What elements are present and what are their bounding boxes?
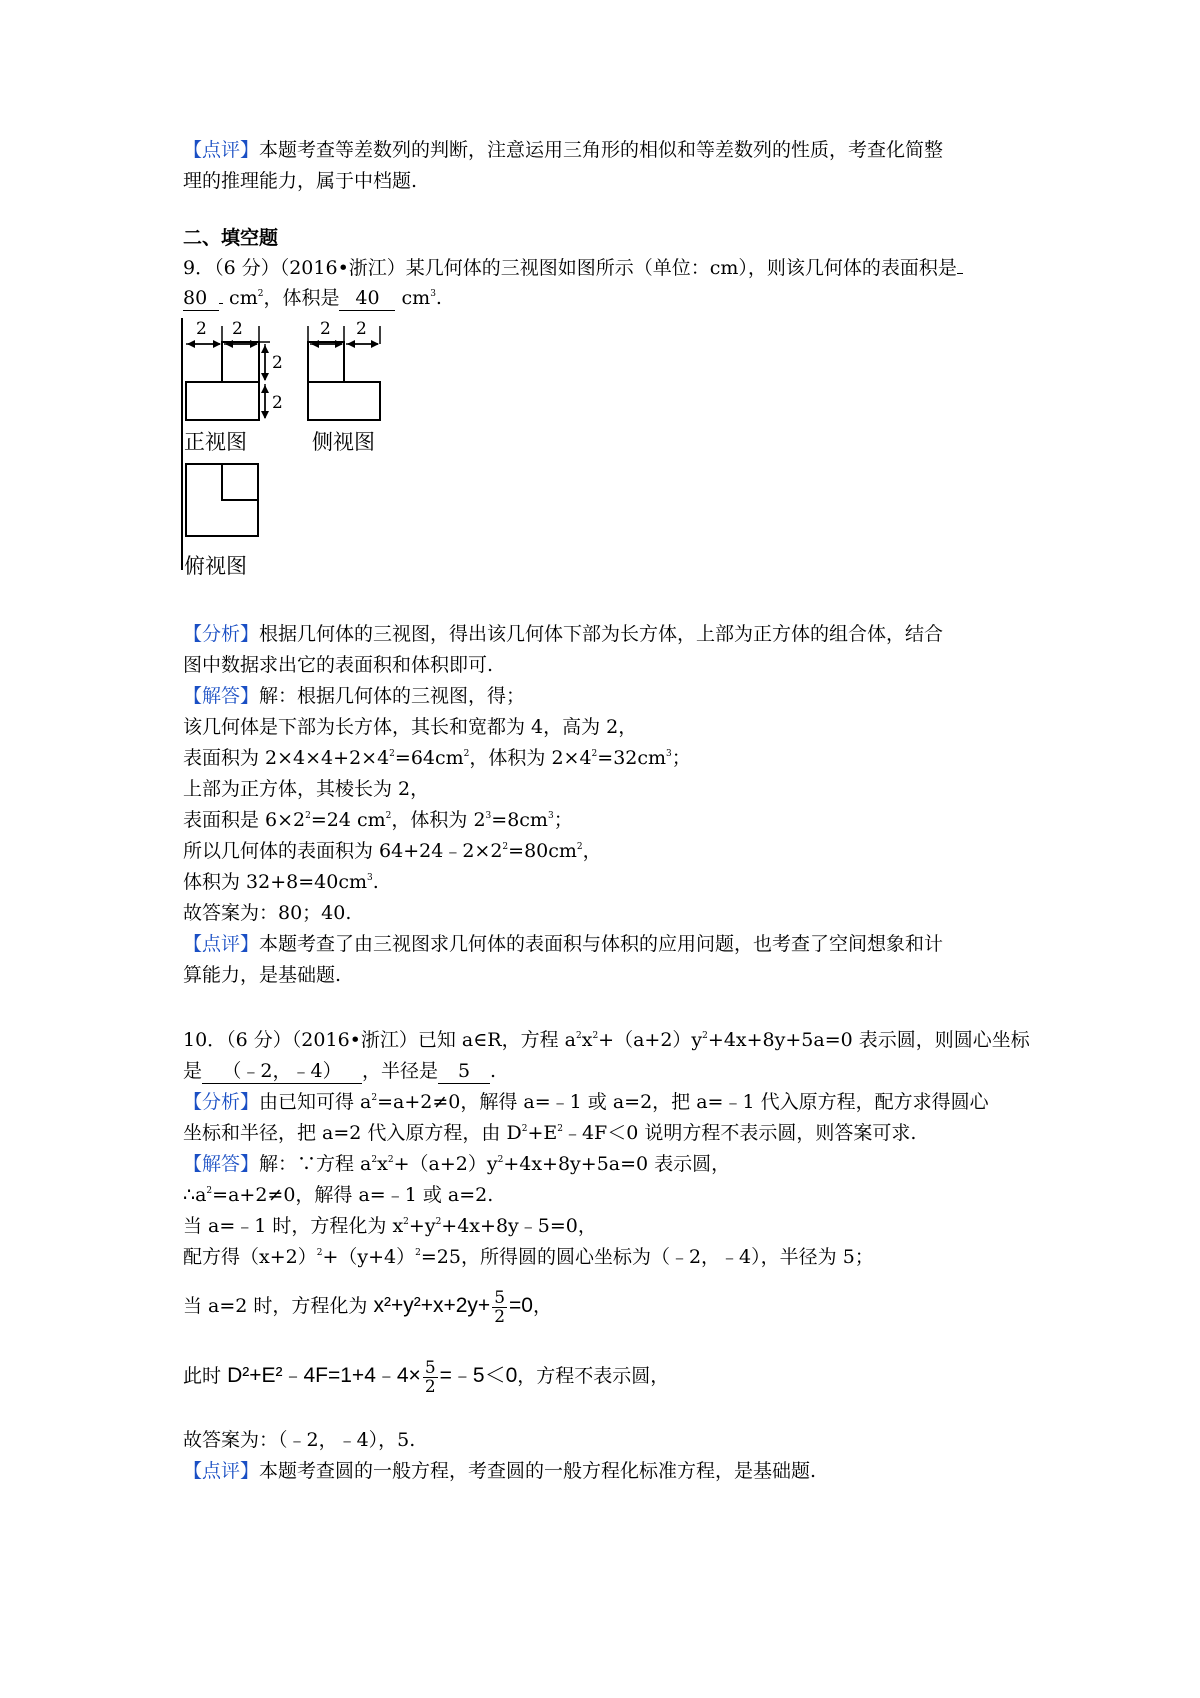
q10-stem-answers: 是 （﹣2，﹣4） ，半径是 5 . bbox=[183, 1060, 497, 1082]
front-view bbox=[186, 319, 283, 420]
q9-answer-area: 80 bbox=[183, 286, 219, 311]
q9-solution-3: 上部为正方体，其棱长为 2， bbox=[183, 778, 430, 800]
svg-text:2: 2 bbox=[272, 393, 283, 413]
q10-solution-6: 此时 D²+E²﹣4F=1+4﹣4× $\frac{5}{2}$ =﹣5＜0，方程不表示圆， bbox=[183, 1357, 670, 1397]
q9-stem: 9．（6 分）（2016•浙江）某几何体的三视图如图所示（单位：cm），则该几何体的表面积是 bbox=[183, 256, 963, 280]
prev-comment-line-1: 【点评】本题考查等差数列的判断，注意运用三角形的相似和等差数列的性质，考查化简整 bbox=[183, 139, 944, 161]
q10-solution-7: 故答案为：（﹣2，﹣4），5. bbox=[183, 1429, 416, 1451]
three-view-figure bbox=[180, 318, 420, 618]
side-view-label: 侧视图 bbox=[312, 430, 375, 454]
side-view bbox=[308, 319, 380, 420]
q9-solution-2: 表面积为 $2\times 4\times 4+2\times 4^2=64cm^2$，体积为 $2\times 4^2=32cm^3$； bbox=[183, 747, 691, 769]
top-view bbox=[186, 464, 258, 536]
comment-tag: 【点评】 bbox=[183, 139, 260, 161]
q9-solution-7: 故答案为：80；40. bbox=[183, 902, 352, 924]
svg-text:2: 2 bbox=[272, 353, 283, 373]
svg-text:2: 2 bbox=[320, 319, 331, 339]
q10-answer-center: （﹣2，﹣4） bbox=[202, 1059, 362, 1084]
svg-text:2: 2 bbox=[196, 319, 207, 339]
q9-stem-answers: 80 $cm^2$，体积是 40 $cm^3$. bbox=[183, 287, 442, 309]
top-view-label: 俯视图 bbox=[184, 554, 247, 578]
svg-text:2: 2 bbox=[356, 319, 367, 339]
section-title: 二、填空题 bbox=[183, 227, 279, 249]
q10-stem: 10．（6 分）（2016•浙江）已知 a∈R，方程 $a^2x^2+(a+2)y^2+4x+8y+5a=0$ 表示圆，则圆心坐标 bbox=[183, 1029, 1030, 1051]
q10-solution-4: 配方得$(x+2)^2+(y+4)^2=25$，所得圆的圆心坐标为（﹣2，﹣4），半径为 5； bbox=[183, 1246, 874, 1268]
front-view-label: 正视图 bbox=[184, 430, 247, 454]
q10-solution-2: $\therefore a^2=a+2\ne 0$，解得 a=﹣1 或 a=2. bbox=[183, 1184, 494, 1206]
q10-answer-radius: 5 bbox=[438, 1059, 490, 1084]
q9-answer-volume: 40 bbox=[339, 286, 395, 311]
q9-solution-1: 该几何体是下部为长方体，其长和宽都为 4，高为 2， bbox=[183, 716, 638, 738]
q9-solution-6: 体积为 $32+8=40cm^3$. bbox=[183, 871, 379, 893]
q10-solution-1: 【解答】解：∵方程 $a^2x^2+(a+2)y^2+4x+8y+5a=0$ 表示圆， bbox=[183, 1153, 731, 1175]
q10-analysis-1: 【分析】由已知可得 $a^2=a+2\ne 0$，解得 a=﹣1 或 a=2，把 a=﹣1 代入原方程，配方求得圆心 bbox=[183, 1091, 989, 1113]
q9-solution-head: 【解答】解：根据几何体的三视图，得； bbox=[183, 685, 526, 707]
fraction: $\frac{5}{2}$ bbox=[424, 1357, 436, 1397]
q9-comment-2: 算能力，是基础题. bbox=[183, 964, 342, 986]
q9-analysis-1: 【分析】根据几何体的三视图，得出该几何体下部为长方体，上部为正方体的组合体，结合 bbox=[183, 623, 944, 645]
q9-comment-1: 【点评】本题考查了由三视图求几何体的表面积与体积的应用问题，也考查了空间想象和计 bbox=[183, 933, 944, 955]
q10-comment: 【点评】本题考查圆的一般方程，考查圆的一般方程化标准方程，是基础题. bbox=[183, 1460, 817, 1482]
prev-comment-line-2: 理的推理能力，属于中档题. bbox=[183, 170, 418, 192]
fraction: $\frac{5}{2}$ bbox=[494, 1287, 506, 1327]
svg-text:2: 2 bbox=[232, 319, 243, 339]
q9-solution-4: 表面积是 $6\times 2^2=24$ $cm^2$，体积为 $2^3=8cm^3$； bbox=[183, 809, 573, 831]
q10-analysis-2: 坐标和半径，把 a=2 代入原方程，由 $D^2+E^2﹣4F<0$ 说明方程不表示圆，则答案可求. bbox=[183, 1122, 917, 1144]
q10-solution-5: 当 a=2 时，方程化为 x²+y²+x+2y+ $\frac{5}{2}$ =0， bbox=[183, 1287, 552, 1327]
q9-analysis-2: 图中数据求出它的表面积和体积即可. bbox=[183, 654, 494, 676]
q9-solution-5: 所以几何体的表面积为 $64+24﹣2\times 2^2=80cm^2$， bbox=[183, 840, 602, 862]
q10-solution-3: 当 a=﹣1 时，方程化为 $x^2+y^2+4x+8y﹣5=0$， bbox=[183, 1215, 597, 1237]
